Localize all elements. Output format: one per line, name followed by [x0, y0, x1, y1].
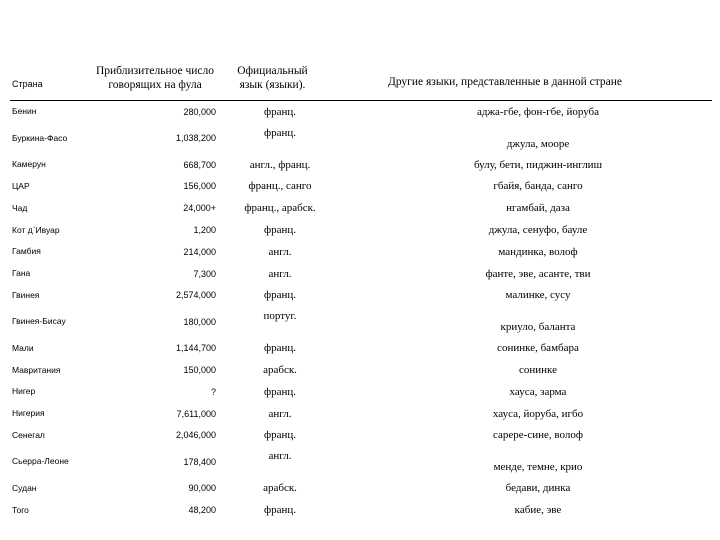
speakers-cell: 2,046,000 [175, 430, 216, 441]
other-languages-cell: булу, бети, пиджин-инглиш [473, 158, 603, 171]
speakers-cell: 178,400 [183, 456, 216, 467]
table-row [10, 101, 712, 123]
country-cell: Нигерия [12, 408, 45, 419]
official-language-cell: франц. [263, 289, 297, 302]
official-language-cell: англ. [268, 450, 292, 463]
speakers-cell: ? [210, 386, 216, 397]
speakers-cell: 1,200 [193, 225, 216, 236]
speakers-cell: 214,000 [183, 246, 216, 257]
country-cell: Бенин [12, 106, 37, 117]
official-language-cell: франц. [263, 385, 297, 398]
speakers-cell: 48,200 [188, 505, 216, 516]
official-language-cell: англ. [268, 407, 292, 420]
speakers-cell: 180,000 [183, 316, 216, 327]
country-cell: Сенегал [12, 429, 45, 440]
country-cell: Камерун [12, 159, 46, 170]
table-row [10, 123, 712, 154]
country-cell: ЦАР [12, 180, 30, 191]
speakers-cell: 90,000 [188, 483, 216, 494]
official-language-cell: франц. [263, 126, 297, 139]
speakers-cell: 24,000+ [183, 203, 216, 214]
speakers-cell: 150,000 [183, 365, 216, 376]
official-language-cell: франц. [263, 105, 297, 118]
table-row [10, 359, 712, 381]
table-row [10, 241, 712, 263]
country-cell: Сьерра-Леоне [12, 456, 69, 467]
fula-speakers-table [10, 55, 712, 521]
country-cell: Гвинея [12, 289, 40, 300]
country-cell: Чад [12, 202, 28, 213]
country-cell: Того [12, 504, 29, 515]
other-languages-cell: кабие, эве [514, 504, 562, 517]
official-language-cell: англ. [268, 267, 292, 280]
country-cell: Гана [12, 268, 31, 279]
country-cell: Судан [12, 482, 37, 493]
table-row [10, 219, 712, 241]
official-language-cell: франц. [263, 504, 297, 517]
speakers-cell: 1,038,200 [175, 133, 216, 144]
official-language-cell: франц., арабск. [244, 202, 316, 215]
table-row [10, 154, 712, 176]
header-other-languages: Другие языки, представленные в данной стране [387, 75, 623, 88]
official-language-cell: англ., франц. [249, 158, 311, 171]
official-language-cell: арабск. [263, 482, 297, 495]
speakers-cell: 7,300 [193, 268, 216, 279]
country-cell: Кот д`Ивуар [12, 224, 60, 235]
other-languages-cell: бедави, динка [505, 482, 571, 495]
table-row [10, 425, 712, 447]
table-row [10, 176, 712, 198]
other-languages-cell: джула, мооре [506, 137, 570, 150]
official-language-cell: франц. [263, 429, 297, 442]
header-speakers: Приблизительное число говорящих на фула [95, 64, 215, 91]
other-languages-cell: джула, сенуфо, бауле [488, 224, 588, 237]
official-language-cell: англ. [268, 245, 292, 258]
header-official-languages: Официальный язык (языки). [237, 64, 308, 91]
other-languages-cell: менде, темне, крио [493, 461, 583, 474]
table-body [10, 101, 712, 521]
country-cell: Мали [12, 342, 34, 353]
other-languages-cell: сонинке, бамбара [497, 342, 579, 355]
other-languages-cell: мандинка, волоф [498, 245, 578, 258]
country-cell: Гвинея-Бисау [12, 316, 66, 327]
speakers-cell: 280,000 [183, 106, 216, 117]
other-languages-cell: гбайя, банда, санго [493, 180, 583, 193]
table-row [10, 306, 712, 337]
other-languages-cell: хауса, зарма [509, 385, 567, 398]
other-languages-cell: аджа-гбе, фон-гбе, йоруба [476, 105, 600, 118]
country-cell: Гамбия [12, 246, 41, 257]
table-row [10, 499, 712, 521]
table-row [10, 477, 712, 499]
speakers-cell: 156,000 [183, 181, 216, 192]
speakers-cell: 668,700 [183, 159, 216, 170]
official-language-cell: франц. [263, 342, 297, 355]
official-language-cell: франц., санго [248, 180, 312, 193]
table-row [10, 197, 712, 219]
other-languages-cell: сарере-сине, волоф [493, 429, 583, 442]
header-country: Страна [12, 78, 43, 89]
country-cell: Нигер [12, 386, 36, 397]
other-languages-cell: сонинке [519, 364, 557, 377]
other-languages-cell: хауса, йоруба, игбо [492, 407, 584, 420]
table-row [10, 285, 712, 307]
other-languages-cell: нгамбай, даза [506, 202, 570, 215]
table-row [10, 446, 712, 477]
country-cell: Буркина-Фасо [12, 132, 68, 143]
table-row [10, 381, 712, 403]
speakers-cell: 7,611,000 [176, 408, 216, 419]
table-row [10, 263, 712, 285]
official-language-cell: франц. [263, 224, 297, 237]
official-language-cell: арабск. [263, 364, 297, 377]
other-languages-cell: фанте, эве, асанте, тви [485, 267, 591, 280]
speakers-cell: 1,144,700 [175, 343, 216, 354]
table-header [10, 55, 712, 101]
speakers-cell: 2,574,000 [175, 290, 216, 301]
table-row [10, 403, 712, 425]
other-languages-cell: малинке, сусу [505, 289, 571, 302]
country-cell: Мавритания [12, 364, 61, 375]
official-language-cell: португ. [263, 310, 297, 323]
other-languages-cell: криуло, баланта [500, 321, 576, 334]
table-row [10, 337, 712, 359]
